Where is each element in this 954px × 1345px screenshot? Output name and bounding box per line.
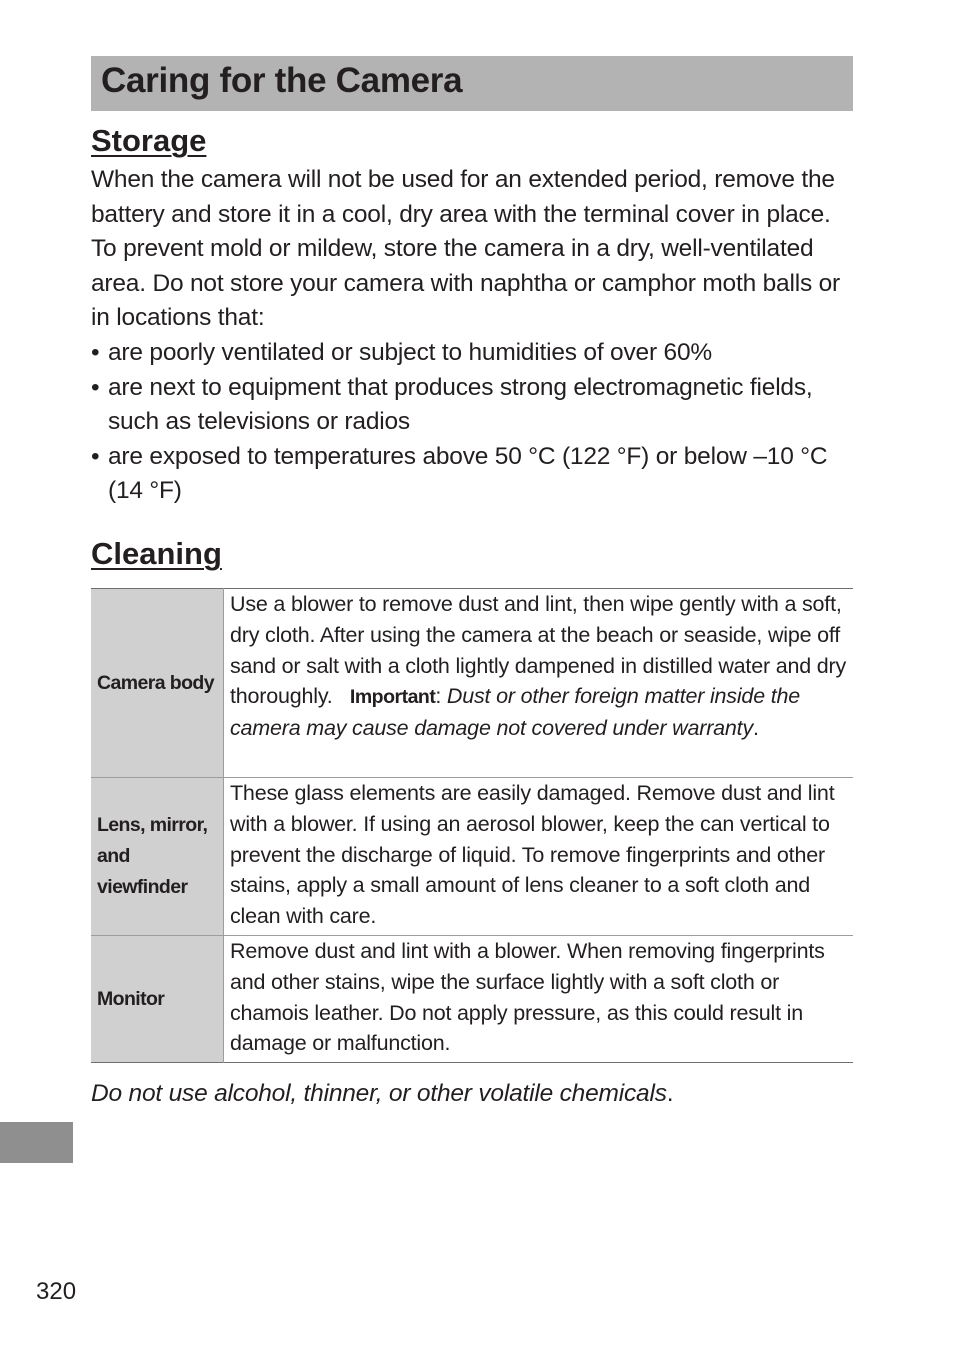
note-text: Do not use alcohol, thinner, or other volatile chemicals <box>91 1080 667 1107</box>
storage-bullet-list <box>91 336 856 509</box>
important-text: Dust or other foreign matter inside the camera may cause damage not covered under warranty <box>230 684 801 741</box>
cleaning-table <box>91 588 853 1063</box>
list-item <box>91 440 856 509</box>
table-row <box>91 936 853 1063</box>
row-text-lens-mirror-viewfinder: These glass elements are easily damaged. Remove dust and lint with a blower. If using an aerosol blower, keep the can vertical to prevent the discharge of liquid. To remove fingerprints and other stains, apply a small amount of lens cleaner to a soft cloth and clean with care. <box>230 781 835 929</box>
bullet-icon: • <box>91 338 100 366</box>
page-title: Caring for the Camera <box>101 61 463 100</box>
page-number: 320 <box>36 1278 77 1305</box>
list-item <box>91 371 856 440</box>
list-item-text: are next to equipment that produces strong electromagnetic fields, such as televisions or radios <box>108 373 813 436</box>
storage-intro: When the camera will not be used for an extended period, remove the battery and store it in a cool, dry area with the terminal cover in place. To prevent mold or mildew, store the camera in a dry, well-ventilated area. Do not store your camera with naphtha or camphor moth balls or in locations that: <box>91 166 840 332</box>
row-label-camera-body: Camera body <box>91 589 224 778</box>
bullet-icon: • <box>91 373 100 401</box>
cell-text: Use a blower to remove dust and lint, then wipe gently with a soft, dry cloth. After using the camera at the beach or seaside, wipe off sand or salt with a cloth lightly dampened in distilled water and dry thoroughly. <box>230 592 847 709</box>
title-bar <box>91 56 853 111</box>
cleaning-heading: Cleaning <box>91 536 222 571</box>
list-item-text: are exposed to temperatures above 50 °C (122 °F) or below –10 °C (14 °F) <box>108 442 828 505</box>
storage-body <box>91 163 856 509</box>
list-item <box>91 336 856 371</box>
chapter-tab-marker <box>0 1122 73 1163</box>
table-row <box>91 778 853 936</box>
cleaning-note <box>91 1080 673 1108</box>
storage-heading: Storage <box>91 123 207 158</box>
row-text-monitor: Remove dust and lint with a blower. When removing fingerprints and other stains, wipe the surface lightly with a soft cloth or chamois leather. Do not apply pressure, as this could result in damage or malfunction. <box>230 939 825 1056</box>
important-end: . <box>753 716 759 741</box>
row-text-camera-body <box>224 589 854 778</box>
row-label-monitor: Monitor <box>91 936 224 1063</box>
important-separator: : <box>435 684 442 709</box>
note-end: . <box>666 1080 674 1107</box>
row-label-lens-mirror-viewfinder: Lens, mirror, and viewfinder <box>91 778 224 936</box>
table-row <box>91 589 853 778</box>
bullet-icon: • <box>91 442 100 470</box>
important-label: Important <box>349 686 436 709</box>
list-item-text: are poorly ventilated or subject to humidities of over 60% <box>108 338 712 366</box>
